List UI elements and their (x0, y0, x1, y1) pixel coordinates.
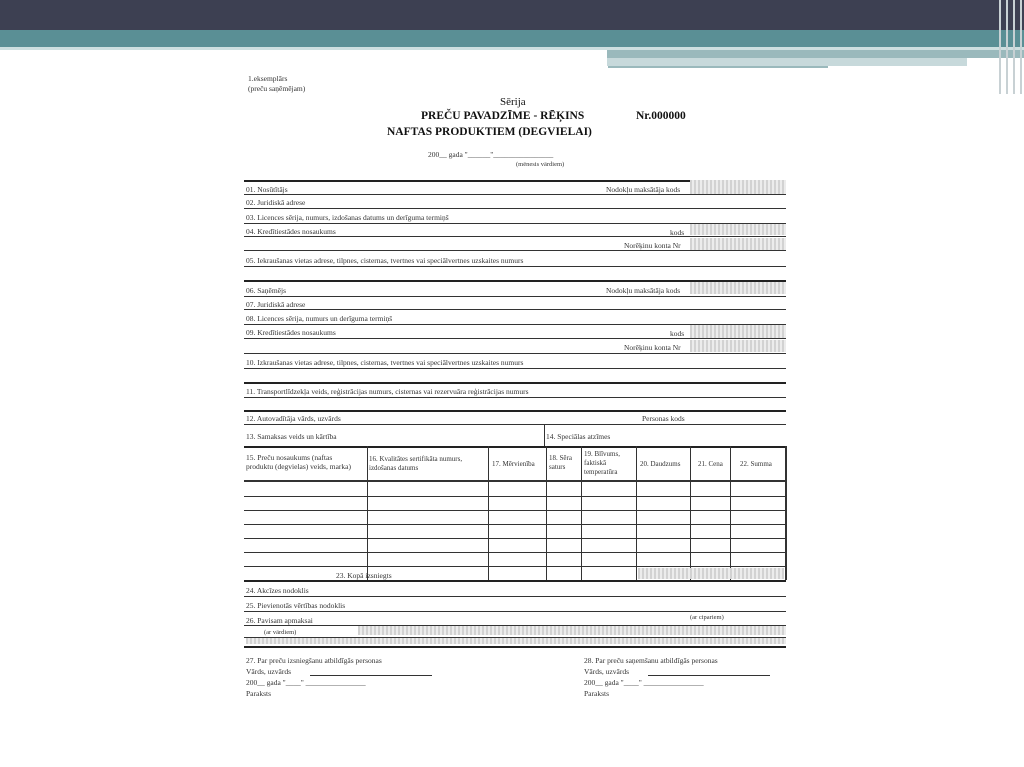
col-header-20: 20. Daudzums (640, 460, 681, 468)
copy-recipient-label: (preču saņēmējam) (248, 84, 306, 93)
field-08: 08. Licences sērija, numurs un derīguma termiņš (246, 314, 393, 323)
field-03: 03. Licences sērija, numurs, izdošanas datums un derīguma termiņš (246, 213, 449, 222)
scan-noise (690, 180, 786, 194)
field-04: 04. Kredītiestādes nosaukums (246, 227, 336, 236)
col-header-15: 15. Preču nosaukums (naftas (246, 453, 333, 462)
divider (244, 208, 786, 209)
field-07: 07. Juridiskā adrese (246, 300, 306, 309)
field-27-sign: Paraksts (246, 689, 271, 698)
field-12-personal-code-label: Personas kods (642, 414, 685, 423)
divider (244, 646, 786, 648)
table-col-line (488, 446, 489, 580)
divider (244, 353, 786, 354)
table-row-line (244, 566, 786, 567)
field-25: 25. Pievienotās vērtības nodoklis (246, 601, 346, 610)
field-27: 27. Par preču izsniegšanu atbildīgās personas (246, 656, 382, 665)
field-27-name: Vārds, uzvārds (246, 667, 291, 676)
form-number: Nr.000000 (636, 110, 686, 122)
divider (244, 368, 786, 369)
col-header-15-line2: produktu (degvielas) veids, marka) (246, 462, 351, 471)
field-26-words-note: (ar vārdiem) (264, 629, 297, 636)
col-header-16-line2: izdošanas datums (369, 464, 419, 472)
scan-noise (690, 238, 786, 250)
scan-noise (358, 626, 786, 635)
table-col-line (690, 446, 691, 580)
scan-noise (690, 325, 786, 338)
signature-line (648, 675, 770, 676)
table-row-line (244, 510, 786, 511)
field-10: 10. Izkraušanas vietas adrese, tilpnes, cisternas, tvertnes vai speciālvertnes uzskaites numurs (246, 358, 524, 367)
series-label: Sērija (500, 96, 526, 108)
field-28-sign: Paraksts (584, 689, 609, 698)
field-06: 06. Saņēmējs (246, 286, 286, 295)
divider (544, 424, 545, 446)
divider (244, 236, 786, 237)
divider (244, 266, 786, 267)
field-09-code-label: kods (670, 329, 685, 338)
table-row-line (244, 524, 786, 525)
field-26-digits-note: (ar cipariem) (690, 614, 724, 621)
slide-accent-strip (607, 50, 1024, 58)
total-label: 23. Kopā izsniegts (336, 571, 392, 580)
field-01-tax-label: Nodokļu maksātāja kods (606, 185, 681, 194)
table-row-line (244, 496, 786, 497)
date-hint: (mēnesis vārdiem) (516, 161, 565, 168)
slide-accent-strip (607, 58, 967, 66)
field-26: 26. Pavisam apmaksai (246, 616, 313, 625)
col-header-16: 16. Kvalitātes sertifikāta numurs, (369, 455, 463, 463)
field-28: 28. Par preču saņemšanu atbildīgās personas (584, 656, 718, 665)
divider (244, 596, 786, 597)
table-row-line (244, 552, 786, 553)
divider (244, 424, 786, 425)
field-11: 11. Transportlīdzekļa veids, reģistrācijas numurs, cisternas vai rezervuāra reģistrācijas numurs (246, 387, 529, 396)
date-line: 200__ gada "______"________________ (428, 150, 554, 159)
col-header-18: 18. Sēra (549, 454, 572, 462)
field-09: 09. Kredītiestādes nosaukums (246, 328, 336, 337)
slide-decor-line (1006, 0, 1008, 94)
divider (244, 309, 786, 310)
col-header-21: 21. Cena (698, 460, 723, 468)
scan-noise (246, 638, 786, 644)
divider (244, 382, 786, 384)
field-27-date: 200__ gada "____" ________________ (246, 678, 366, 687)
divider (244, 296, 786, 297)
col-header-19: 19. Blīvums, (584, 450, 620, 458)
divider (244, 410, 786, 412)
table-border (244, 446, 786, 448)
form-subtitle: NAFTAS PRODUKTIEM (DEGVIELAI) (387, 126, 592, 138)
col-header-22: 22. Summa (740, 460, 772, 468)
field-12: 12. Autovadītāja vārds, uzvārds (246, 414, 341, 423)
field-04-code-label: kods (670, 228, 685, 237)
table-col-line (367, 446, 368, 580)
col-header-17: 17. Mērvienība (492, 460, 535, 468)
signature-line (310, 675, 432, 676)
form-title: PREČU PAVADZĪME - RĒĶINS (421, 110, 585, 122)
field-24: 24. Akcīzes nodoklis (246, 586, 309, 595)
table-col-line (636, 446, 637, 580)
col-header-18-line2: saturs (549, 463, 566, 471)
table-col-line (730, 446, 731, 580)
divider (244, 611, 786, 612)
scan-noise (690, 340, 786, 352)
scan-noise (690, 282, 786, 294)
table-header-border (244, 480, 786, 482)
copy-label: 1.eksemplārs (248, 74, 288, 83)
slide-decor-line (1020, 0, 1022, 94)
table-total-border (244, 580, 786, 582)
invoice-form (238, 68, 790, 708)
scan-noise (690, 224, 786, 235)
field-28-name: Vārds, uzvārds (584, 667, 629, 676)
table-col-line (546, 446, 547, 580)
slide-decor-line (999, 0, 1001, 94)
field-09-account-label: Norēķinu konta Nr (624, 343, 681, 352)
field-02: 02. Juridiskā adrese (246, 198, 306, 207)
field-05: 05. Iekraušanas vietas adrese, tilpnes, cisternas, tvertnes vai speciālvertnes uzskaites numurs (246, 256, 524, 265)
field-28-date: 200__ gada "____" ________________ (584, 678, 704, 687)
col-header-19-line2: faktiskā (584, 459, 607, 467)
table-col-line (581, 446, 582, 580)
table-col-line (785, 446, 787, 580)
slide-decor-line (1013, 0, 1015, 94)
table-row-line (244, 538, 786, 539)
field-14: 14. Speciālas atzīmes (546, 432, 611, 441)
divider (244, 194, 786, 195)
field-01: 01. Nosūtītājs (246, 185, 288, 194)
field-06-tax-label: Nodokļu maksātāja kods (606, 286, 681, 295)
col-header-19-line3: temperatūra (584, 468, 618, 476)
field-13: 13. Samaksas veids un kārtība (246, 432, 337, 441)
slide-accent-bar (0, 30, 1024, 47)
divider (244, 397, 786, 398)
slide-top-bar (0, 0, 1024, 30)
field-04-account-label: Norēķinu konta Nr (624, 241, 681, 250)
scan-noise (638, 568, 784, 579)
divider (244, 250, 786, 251)
divider (244, 338, 786, 339)
